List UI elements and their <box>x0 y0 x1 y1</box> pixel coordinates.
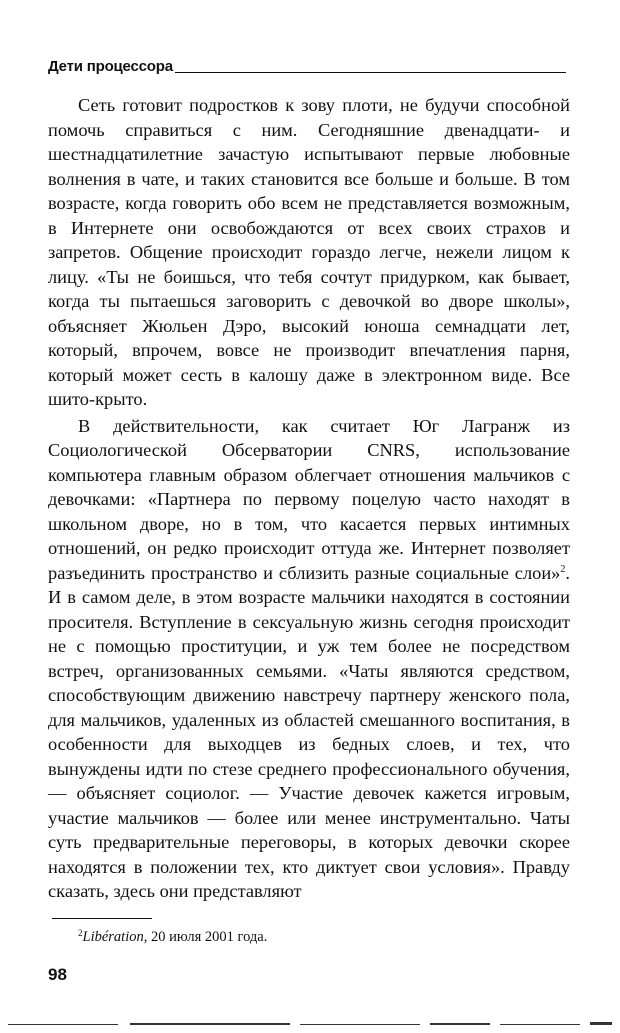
paragraph-2-part-1: В действительности, как считает Юг Лагранж из Социологической Обсерватории CNRS, использование компьютера главным образом облегчает отношения мальчиков с девочками: «Партнера по первому поцелую часто находят в школьном дворе, но в том, что касается первых интимных отношений, он редко происходит оттуда же. Интернет позволяет разъединить пространство и сблизить разные социальные слои» <box>48 415 570 583</box>
running-head-rule <box>175 72 566 73</box>
paragraph-1: Сеть готовит подростков к зову плоти, не будучи способной помочь справиться с ним. Сегодняшние двенадцати- и шестнадцатилетние зачастую испытывают первые любовные волнения в чате, и таких становится все больше и больше. В том возрасте, когда говорить обо всем не представляется возможным, в Интернете они освобождаются от всех своих страхов и запретов. Общение происходит гораздо легче, нежели лицом к лицу. «Ты не боишься, что тебя сочтут придурком, как бывает, когда ты пытаешься заговорить с девочкой во дворе школы», объясняет Жюльен Дэро, высокий юноша семнадцати лет, который, впрочем, вовсе не производит впечатления парня, который может сесть в калошу даже в электронном виде. Все шито-крыто. <box>48 95 570 409</box>
page-number: 98 <box>48 965 67 984</box>
paragraph-2-part-2: . И в самом деле, в этом возрасте мальчики находятся в состоянии просителя. Вступление в сексуальную жизнь сегодня происходит не с помощью проституции, и уж тем более не посредством встреч, организованных семьями. «Чаты являются средством, способствующим движению навстречу партнеру женского пола, для мальчиков, удаленных из областей смешанного воспитания, в особенности для выходцев из бедных слоев, и тех, что вынуждены идти по стезе среднего профессионального обучения, — объясняет социолог. — Участие девочек кажется игровым, участие мальчиков — более или менее инструментально. Чаты суть предварительные переговоры, в которых девочки скорее находятся в положении тех, кто диктует свои условия». Правду сказать, здесь они представляют <box>48 562 570 901</box>
scan-edge-artifact <box>0 1022 620 1028</box>
paragraph-2 <box>48 414 570 904</box>
footnote-reference: 2 <box>560 563 566 575</box>
running-head-title: Дети процессора <box>48 58 173 75</box>
footnote-rule <box>52 918 152 919</box>
body-text <box>48 93 570 904</box>
footnote-source: Libération <box>82 929 144 945</box>
footnote-details: , 20 июля 2001 года. <box>143 929 268 945</box>
running-head <box>48 58 566 76</box>
footnote <box>78 928 267 946</box>
footnote-number: 2 <box>78 928 83 938</box>
